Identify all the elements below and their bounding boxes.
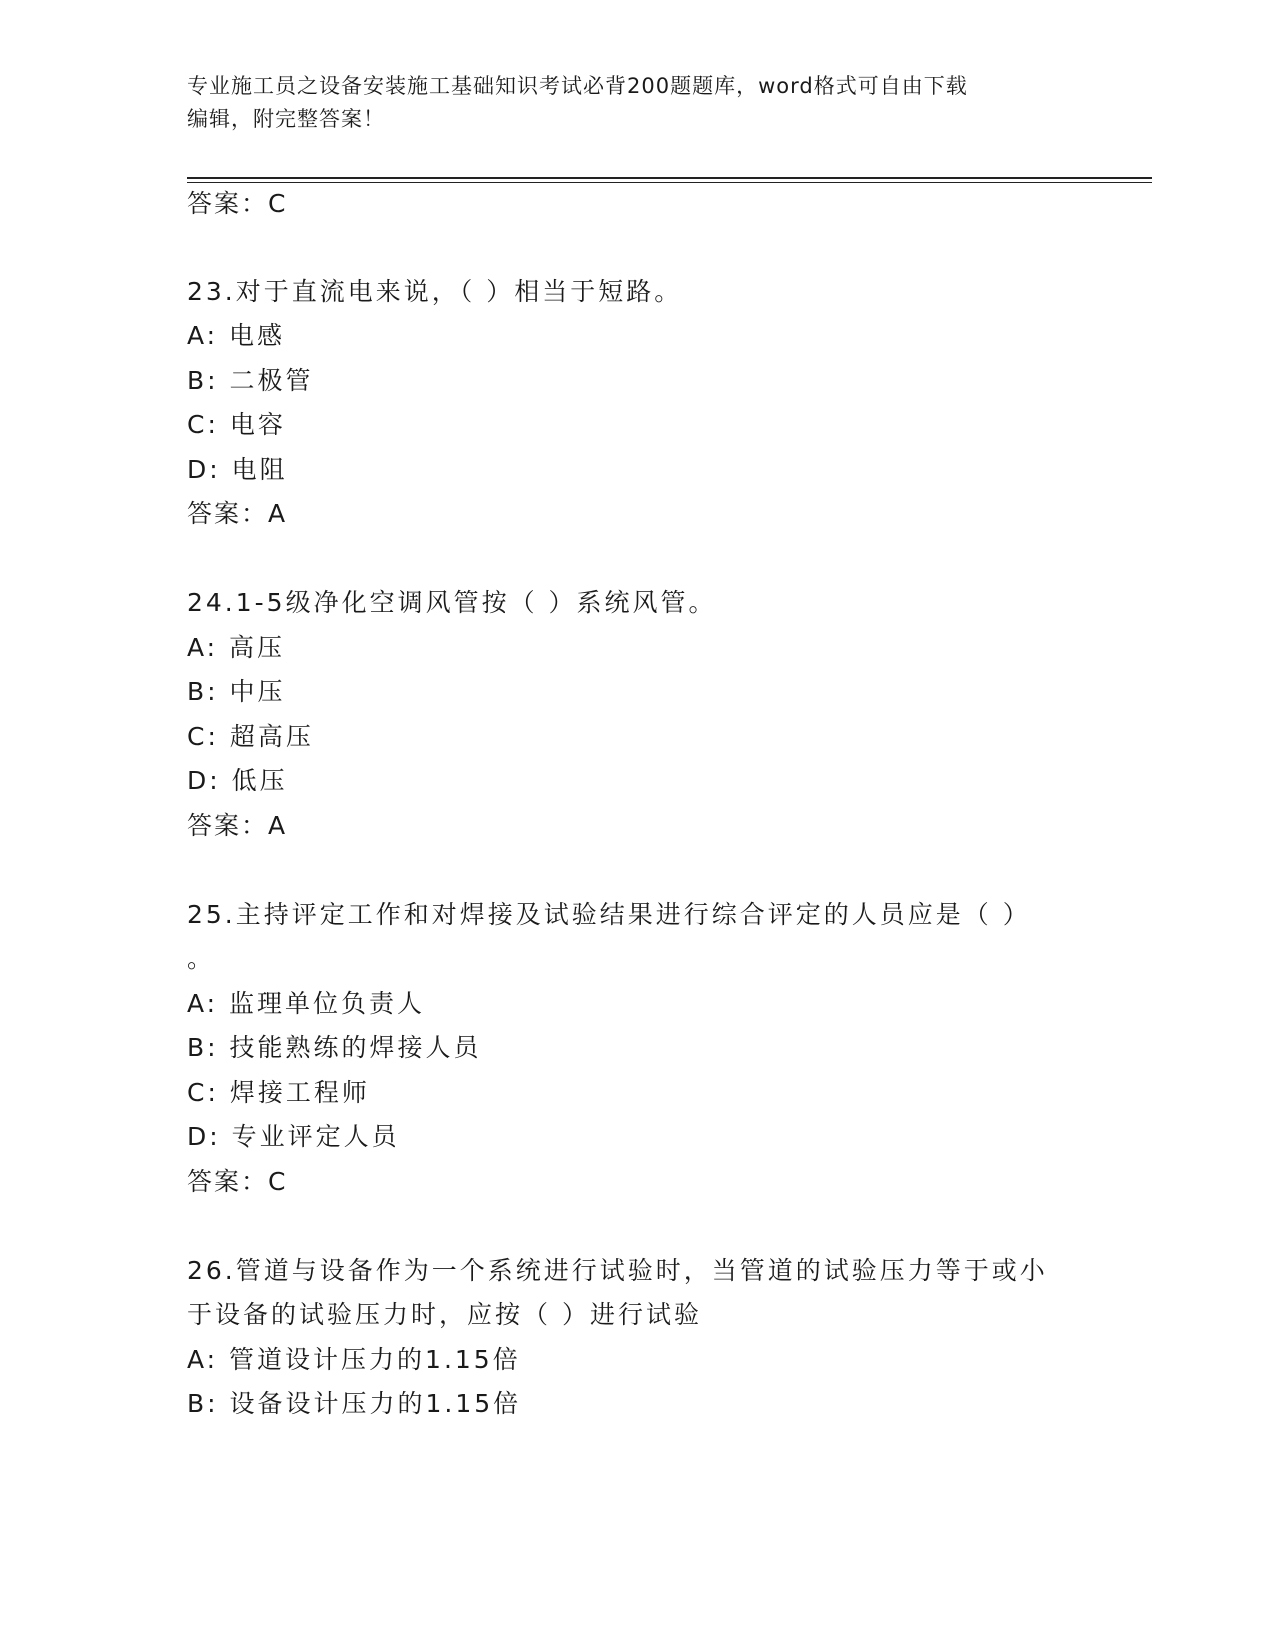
question-24-option-c: C: 超高压 bbox=[187, 722, 314, 751]
question-26-stem-cont: 于设备的试验压力时，应按（ ）进行试验 bbox=[187, 1300, 702, 1329]
question-26-stem: 26.管道与设备作为一个系统进行试验时，当管道的试验压力等于或小 bbox=[187, 1256, 1048, 1285]
question-24-answer: 答案：A bbox=[187, 811, 288, 840]
question-23-stem: 23.对于直流电来说，（ ）相当于短路。 bbox=[187, 277, 683, 306]
question-25-option-c: C: 焊接工程师 bbox=[187, 1078, 370, 1107]
question-24-option-b: B: 中压 bbox=[187, 677, 286, 706]
question-24-option-a: A: 高压 bbox=[187, 633, 286, 662]
question-23-answer: 答案：A bbox=[187, 499, 288, 528]
question-23-option-c: C: 电容 bbox=[187, 410, 286, 439]
header-divider bbox=[187, 177, 1152, 179]
document-header bbox=[187, 70, 1067, 136]
header-line-1: 专业施工员之设备安装施工基础知识考试必背200题题库，word格式可自由下载 bbox=[187, 74, 968, 98]
question-23-option-b: B: 二极管 bbox=[187, 366, 314, 395]
question-26-option-b: B: 设备设计压力的1.15倍 bbox=[187, 1389, 522, 1418]
question-23-option-a: A: 电感 bbox=[187, 321, 286, 350]
question-23-option-d: D: 电阻 bbox=[187, 455, 288, 484]
question-26-option-a: A: 管道设计压力的1.15倍 bbox=[187, 1345, 521, 1374]
question-25-option-d: D: 专业评定人员 bbox=[187, 1122, 400, 1151]
question-24-stem: 24.1-5级净化空调风管按（ ）系统风管。 bbox=[187, 588, 717, 617]
question-25-option-a: A: 监理单位负责人 bbox=[187, 989, 426, 1018]
question-25-option-b: B: 技能熟练的焊接人员 bbox=[187, 1033, 482, 1062]
header-divider-thin bbox=[187, 182, 1152, 183]
question-24-option-d: D: 低压 bbox=[187, 766, 288, 795]
header-line-2: 编辑，附完整答案！ bbox=[187, 107, 385, 131]
question-25-answer: 答案：C bbox=[187, 1167, 288, 1196]
question-25-stem-cont: 。 bbox=[187, 944, 216, 973]
question-25-stem: 25.主持评定工作和对焊接及试验结果进行综合评定的人员应是（ ） bbox=[187, 900, 1031, 929]
previous-answer: 答案：C bbox=[187, 189, 288, 218]
